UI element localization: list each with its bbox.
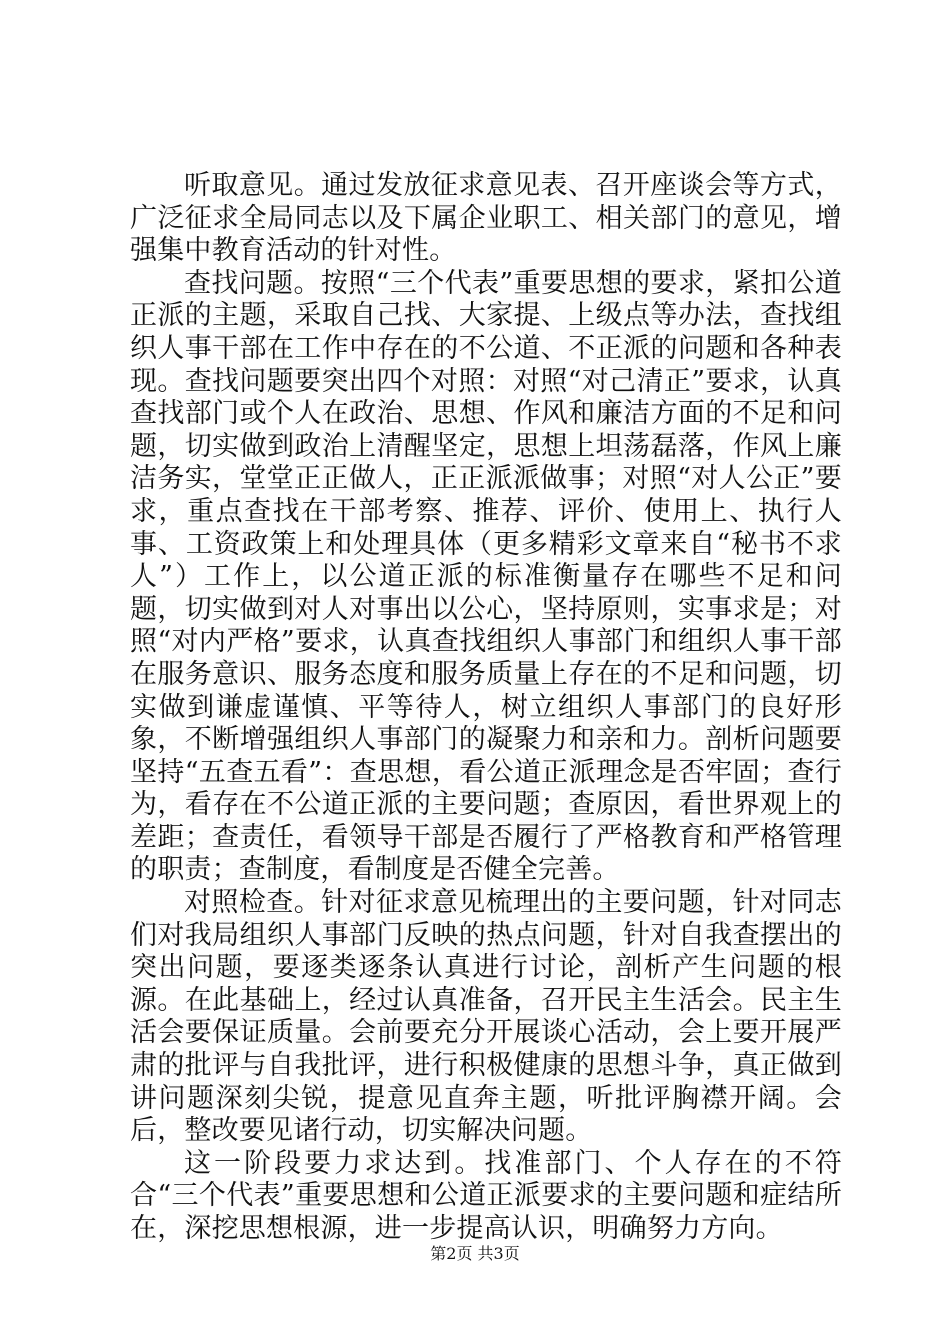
page-number-footer: 第2页 共3页 <box>430 1244 520 1263</box>
paragraph-self-check: 对照检查。针对征求意见梳理出的主要问题，针对同志们对我局组织人事部门反映的热点问题，针对自我查摆出的突出问题，要逐类逐条认真进行讨论，剖析产生问题的根源。在此基础上，经过认真准备，召开民主生活会。民主生活会要保证质量。会前要充分开展谈心活动，会上要开展严肃的批评与自我批评，进行积极健康的思想斗争，真正做到讲问题深刻尖锐，提意见直奔主题，听批评胸襟开阔。会后，整改要见诸行动，切实解决问题。 <box>130 887 842 1147</box>
paragraph-find-problems: 查找问题。按照“三个代表”重要思想的要求，紧扣公道正派的主题，采取自己找、大家提、上级点等办法，查找组织人事干部在工作中存在的不公道、不正派的问题和各种表现。查找问题要突出四个对照：对照“对己清正”要求，认真查找部门或个人在政治、思想、作风和廉洁方面的不足和问题，切实做到政治上清醒坚定，思想上坦荡磊落，作风上廉洁务实，堂堂正正做人，正正派派做事；对照“对人公正”要求，重点查找在干部考察、推荐、评价、使用上、执行人事、工资政策上和处理具体（更多精彩文章来自“秘书不求人”）工作上，以公道正派的标准衡量存在哪些不足和问题，切实做到对人对事出以公心，坚持原则，实事求是；对照“对内严格”要求，认真查找组织人事部门和组织人事干部在服务意识、服务态度和服务质量上存在的不足和问题，切实做到谦虚谨慎、平等待人，树立组织人事部门的良好形象，不断增强组织人事部门的凝聚力和亲和力。剖析问题要坚持“五查五看”：查思想，看公道正派理念是否牢固；查行为，看存在不公道正派的主要问题；查原因，看世界观上的差距；查责任，看领导干部是否履行了严格教育和严格管理的职责；查制度，看制度是否健全完善。 <box>130 267 842 886</box>
document-body <box>130 170 842 1246</box>
paragraph-stage-goal: 这一阶段要力求达到。找准部门、个人存在的不符合“三个代表”重要思想和公道正派要求的主要问题和症结所在，深挖思想根源，进一步提高认识，明确努力方向。 <box>130 1147 842 1244</box>
paragraph-listen-opinions: 听取意见。通过发放征求意见表、召开座谈会等方式，广泛征求全局同志以及下属企业职工、相关部门的意见，增强集中教育活动的针对性。 <box>130 170 842 267</box>
